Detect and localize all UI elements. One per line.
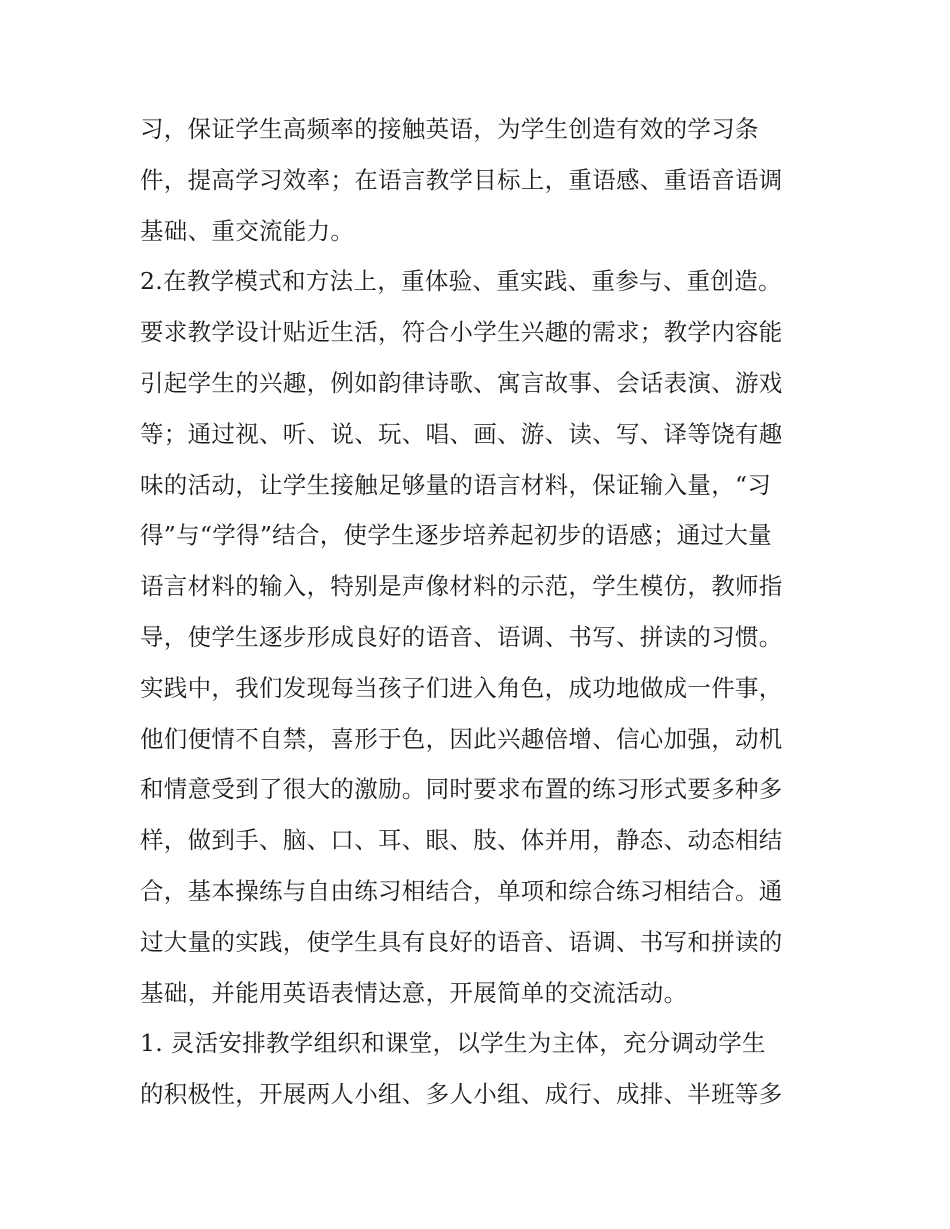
text-line: 1. 灵活安排教学组织和课堂，以学生为主体，充分调动学生 — [140, 1029, 766, 1058]
text-line: 样，做到手、脑、口、耳、眼、肢、体并用，静态、动态相结 — [140, 826, 783, 855]
text-line: 等；通过视、听、说、玩、唱、画、游、读、写、译等饶有趣 — [140, 419, 783, 448]
text-line: 导，使学生逐步形成良好的语音、语调、书写、拼读的习惯。 — [140, 622, 783, 651]
text-line: 基础、重交流能力。 — [140, 216, 355, 245]
text-line: 要求教学设计贴近生活，符合小学生兴趣的需求；教学内容能 — [140, 318, 783, 347]
text-line: 习，保证学生高频率的接触英语，为学生创造有效的学习条 — [140, 115, 759, 143]
text-line: 他们便情不自禁，喜形于色，因此兴趣倍增、信心加强，动机 — [140, 724, 783, 753]
text-line: 的积极性，开展两人小组、多人小组、成行、成排、半班等多 — [140, 1080, 783, 1109]
text-line: 合，基本操练与自由练习相结合，单项和综合练习相结合。通 — [140, 876, 783, 905]
text-line: 件，提高学习效率；在语言教学目标上，重语感、重语音语调 — [140, 165, 783, 194]
text-line: 得”与“学得”结合，使学生逐步培养起初步的语感；通过大量 — [140, 521, 772, 550]
text-line: 引起学生的兴趣，例如韵律诗歌、寓言故事、会话表演、游戏 — [140, 368, 783, 397]
text-line: 语言材料的输入，特别是声像材料的示范，学生模仿，教师指 — [140, 572, 783, 601]
body-text — [140, 104, 820, 1120]
text-line: 2.在教学模式和方法上，重体验、重实践、重参与、重创造。 — [140, 267, 782, 296]
text-line: 和情意受到了很大的激励。同时要求布置的练习形式要多种多 — [140, 775, 783, 804]
text-line: 实践中，我们发现每当孩子们进入角色，成功地做成一件事， — [140, 673, 783, 702]
text-line: 过大量的实践，使学生具有良好的语音、语调、书写和拼读的 — [140, 927, 783, 956]
text-line: 味的活动，让学生接触足够量的语言材料，保证输入量，“习 — [140, 470, 772, 499]
text-line: 基础，并能用英语表情达意，开展简单的交流活动。 — [140, 978, 688, 1007]
